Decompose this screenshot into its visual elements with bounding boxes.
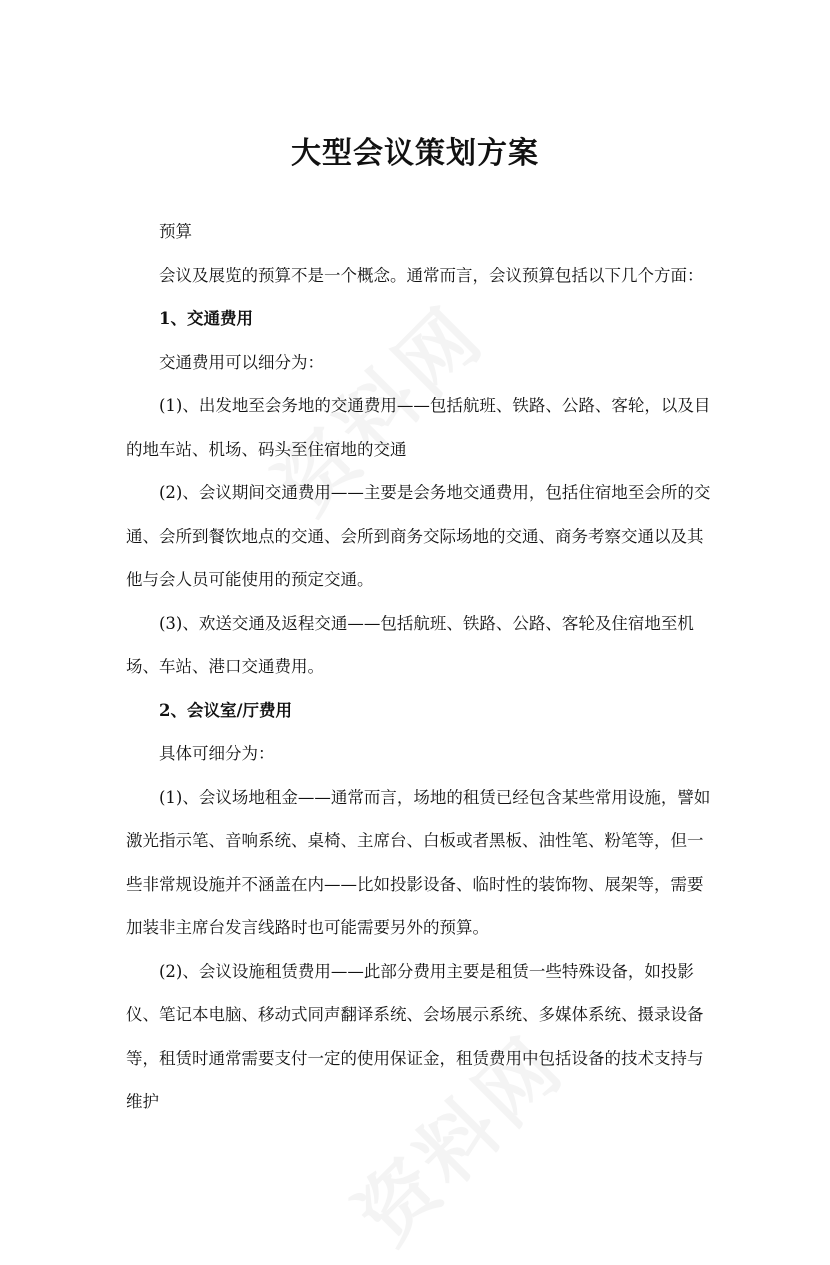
- heading-venue-cost: 2、会议室/厅费用: [159, 700, 293, 720]
- section-label-budget: 预算: [159, 222, 192, 241]
- paragraph-transport-item-3: (3)、欢送交通及返程交通——包括航班、铁路、公路、客轮及住宿地至机场、车站、港口交通费用。: [126, 613, 694, 676]
- document-body: [126, 210, 714, 1124]
- paragraph-venue-item-1: (1)、会议场地租金——通常而言，场地的租赁已经包含某些常用设施，譬如激光指示笔、音响系统、桌椅、主席台、白板或者黑板、油性笔、粉笔等，但一些非常规设施并不涵盖在内——比如投影设备、临时性的装饰物、展架等，需要加装非主席台发言线路时也可能需要另外的预算。: [126, 787, 711, 937]
- document-title: 大型会议策划方案: [291, 136, 539, 172]
- paragraph-transport-intro: 交通费用可以细分为：: [159, 352, 324, 372]
- paragraph-transport-item-1: (1)、出发地至会务地的交通费用——包括航班、铁路、公路、客轮，以及目的地车站、机场、码头至住宿地的交通: [126, 396, 711, 459]
- heading-transport-cost: 1、交通费用: [159, 309, 253, 328]
- paragraph-budget-intro: 会议及展览的预算不是一个概念。通常而言，会议预算包括以下几个方面：: [159, 265, 704, 285]
- paragraph-venue-intro: 具体可细分为：: [159, 744, 275, 763]
- paragraph-transport-item-2: (2)、会议期间交通费用——主要是会务地交通费用，包括住宿地至会所的交通、会所到餐饮地点的交通、会所到商务交际场地的交通、商务考察交通以及其他与会人员可能使用的预定交通。: [126, 483, 711, 589]
- paragraph-venue-item-2: (2)、会议设施租赁费用——此部分费用主要是租赁一些特殊设备，如投影仪、笔记本电脑、移动式同声翻译系统、会场展示系统、多媒体系统、摄录设备等，租赁时通常需要支付一定的使用保证金，租赁费用中包括设备的技术支持与维护: [126, 961, 704, 1111]
